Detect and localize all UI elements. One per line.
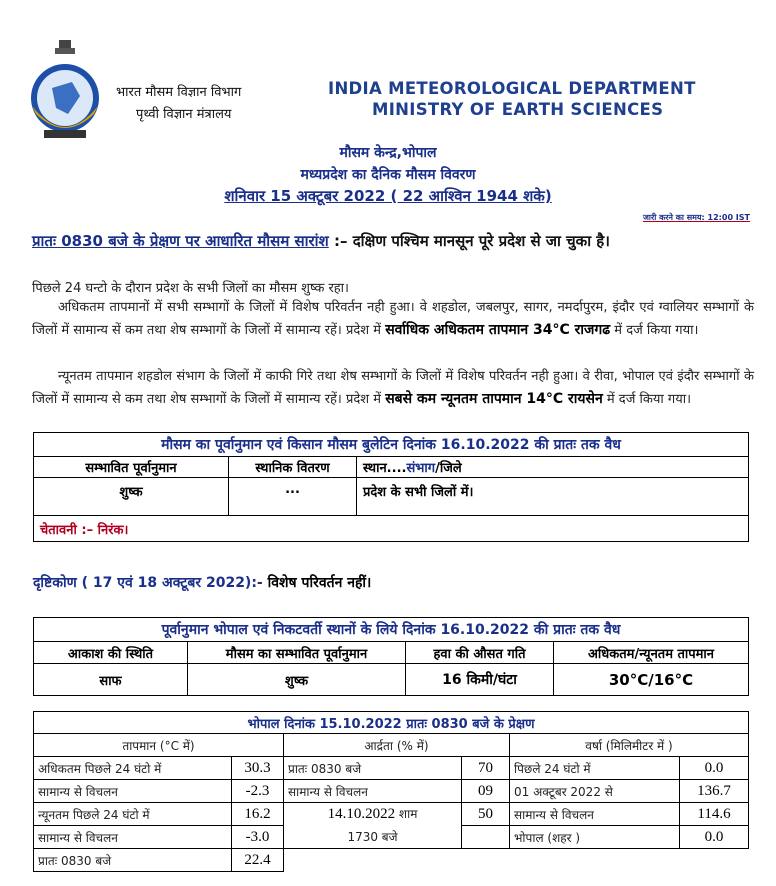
max-temp-text: अधिकतम तापमानों में सभी सम्भागों के जिलों में विशेष परिवर्तन नही हुआ। वे शहडोल, जबलपुर, सागर, नमर्दापुरम, इंदौर एवं ग्वालियर सम्भागों के जिलों में सामान्य सें कम तथा शेष सम्भागों के जिलों में सामान्य रहें। प्रदेश में (32, 300, 754, 338)
ministry-name-hindi: पृथ्वी विज्ञान मंत्रालय (136, 107, 232, 122)
summary-para-1: पिछले 24 घन्टो के दौरान प्रदेश के सभी जिलों का मौसम शुष्क रहा। (32, 281, 349, 296)
national-emblem-logo (22, 38, 108, 142)
temp-value: 30.3 (232, 757, 284, 780)
temp-label: अधिकतम पिछले 24 घंटो में (34, 757, 232, 780)
forecast-col-header: सम्भावित पूर्वानुमान (34, 457, 229, 478)
outlook (33, 573, 371, 592)
humidity-header: आर्द्रता (% में) (284, 734, 510, 757)
min-temp-tail: में दर्ज किया गया। (602, 392, 692, 407)
department-name-english: INDIA METEOROLOGICAL DEPARTMENT (328, 79, 696, 98)
observation-title: भोपाल दिनांक 15.10.2022 प्रातः 0830 बजे के प्रेक्षण (34, 712, 749, 734)
empty-cell (284, 849, 749, 872)
location-col-c: /जिले (435, 461, 462, 476)
summary-para-2 (32, 297, 754, 342)
sky-condition-value: साफ (34, 664, 188, 696)
location-col-a: स्थान.... (363, 461, 407, 476)
forecast-table-title: मौसम का पूर्वानुमान एवं किसान मौसम बुलेटिन दिनांक 16.10.2022 की प्रातः तक वैध (34, 433, 749, 457)
rain-label: सामान्य से विचलन (510, 803, 680, 826)
max-min-temp-value: 30°C/16°C (554, 664, 749, 696)
rain-value: 0.0 (680, 826, 749, 849)
rainfall-header: वर्षा (मिलिमीटर में ) (510, 734, 749, 757)
location-col-header (357, 457, 749, 478)
summary-text: दक्षिण पश्चिम मानसून पूरे प्रदेश से जा चुका है। (352, 232, 610, 250)
centre-name: मौसम केन्द्र,भोपाल (339, 145, 437, 161)
max-min-temp-header: अधिकतम/न्यूनतम तापमान (554, 642, 749, 664)
humidity-empty (462, 826, 510, 849)
sky-condition-header: आकाश की स्थिति (34, 642, 188, 664)
department-hindi (116, 82, 241, 126)
department-english (328, 78, 696, 120)
outlook-label: दृष्टिकोण ( 17 एवं 18 अक्टूबर 2022):- (33, 575, 263, 591)
bhopal-forecast-table (33, 617, 749, 696)
humidity-label: प्रातः 0830 बजे (284, 757, 462, 780)
department-name-hindi: भारत मौसम विज्ञान विभाग (116, 85, 242, 100)
max-temp-highlight: सर्वाधिक अधिकतम तापमान 34°C राजगढ (385, 322, 611, 338)
rain-label: 01 अक्टूबर 2022 से (510, 780, 680, 803)
location-col-b: संभाग (406, 461, 436, 476)
report-title: मध्यप्रदेश का दैनिक मौसम विवरण (300, 167, 476, 183)
distribution-col-header: स्थानिक वितरण (229, 457, 357, 478)
temperature-header: तापमान (°C में) (34, 734, 284, 757)
temp-label: सामान्य से विचलन (34, 780, 232, 803)
summary-para-3 (32, 366, 754, 411)
wind-speed-header: हवा की औसत गति (406, 642, 554, 664)
rain-value: 0.0 (680, 757, 749, 780)
summary-sep: :– (328, 232, 353, 250)
issue-time-label: जारी करने का समय: (642, 213, 705, 222)
rain-label: भोपाल (शहर ) (510, 826, 680, 849)
bhopal-forecast-title: पूर्वानुमान भोपाल एवं निकटवर्ती स्थानों के लिये दिनांक 16.10.2022 की प्रातः तक वैध (34, 618, 749, 642)
issue-time-value: 12:00 IST (707, 213, 750, 222)
temp-value: -2.3 (232, 780, 284, 803)
rain-value: 114.6 (680, 803, 749, 826)
temp-label: प्रातः 0830 बजे (34, 849, 232, 872)
wind-speed-value: 16 किमी/घंटा (406, 664, 554, 696)
min-temp-text: न्यूनतम तापमान शहडोल संभाग के जिलों में काफी गिरे तथा शेष सम्भागों के जिलों में विशेष परिवर्तन नही हुआ। वे रीवा, भोपाल एवं इंदौर सम्भागों के जिलों में सामान्य से कम तथा शेष सम्भागों के जिलों में सामान्य रहें। प्रदेश में (32, 369, 754, 407)
warning-text: चेतावनी :– निरंक। (34, 516, 749, 542)
humidity-label: सामान्य से विचलन (284, 780, 462, 803)
humidity-value: 09 (462, 780, 510, 803)
temp-label: सामान्य से विचलन (34, 826, 232, 849)
ministry-name-english: MINISTRY OF EARTH SCIENCES (372, 100, 664, 119)
location-value: प्रदेश के सभी जिलों में। (357, 478, 749, 516)
humidity-value: 50 (462, 803, 510, 826)
temp-value: 16.2 (232, 803, 284, 826)
min-temp-highlight: सबसे कम न्यूनतम तापमान 14°C रायसेन (385, 391, 603, 407)
expected-weather-value: शुष्क (188, 664, 406, 696)
temp-label: न्यूनतम पिछले 24 घंटो में (34, 803, 232, 826)
expected-weather-header: मौसम का सम्भावित पूर्वानुमान (188, 642, 406, 664)
report-date: शनिवार 15 अक्टूबर 2022 ( 22 आश्विन 1944 शके) (224, 187, 552, 205)
outlook-text: विशेष परिवर्तन नहीं। (262, 575, 372, 591)
max-temp-tail: में दर्ज किया गया। (610, 323, 699, 338)
distribution-value: ... (229, 478, 357, 516)
summary-label: प्रातः 0830 बजे के प्रेक्षण पर आधारित मौसम सारांश (32, 232, 329, 250)
rain-value: 136.7 (680, 780, 749, 803)
issue-time (643, 212, 750, 223)
forecast-value: शुष्क (34, 478, 229, 516)
forecast-table (33, 432, 749, 542)
temp-value: 22.4 (232, 849, 284, 872)
observation-table (33, 711, 749, 872)
rain-label: पिछले 24 घंटो में (510, 757, 680, 780)
evening-date: 14.10.2022 (327, 806, 396, 823)
humidity-evening-date (284, 803, 462, 826)
evening-shaam: शाम (395, 807, 418, 822)
humidity-value: 70 (462, 757, 510, 780)
humidity-evening-time: 1730 बजे (284, 826, 462, 849)
weather-summary (32, 230, 754, 253)
temp-value: -3.0 (232, 826, 284, 849)
